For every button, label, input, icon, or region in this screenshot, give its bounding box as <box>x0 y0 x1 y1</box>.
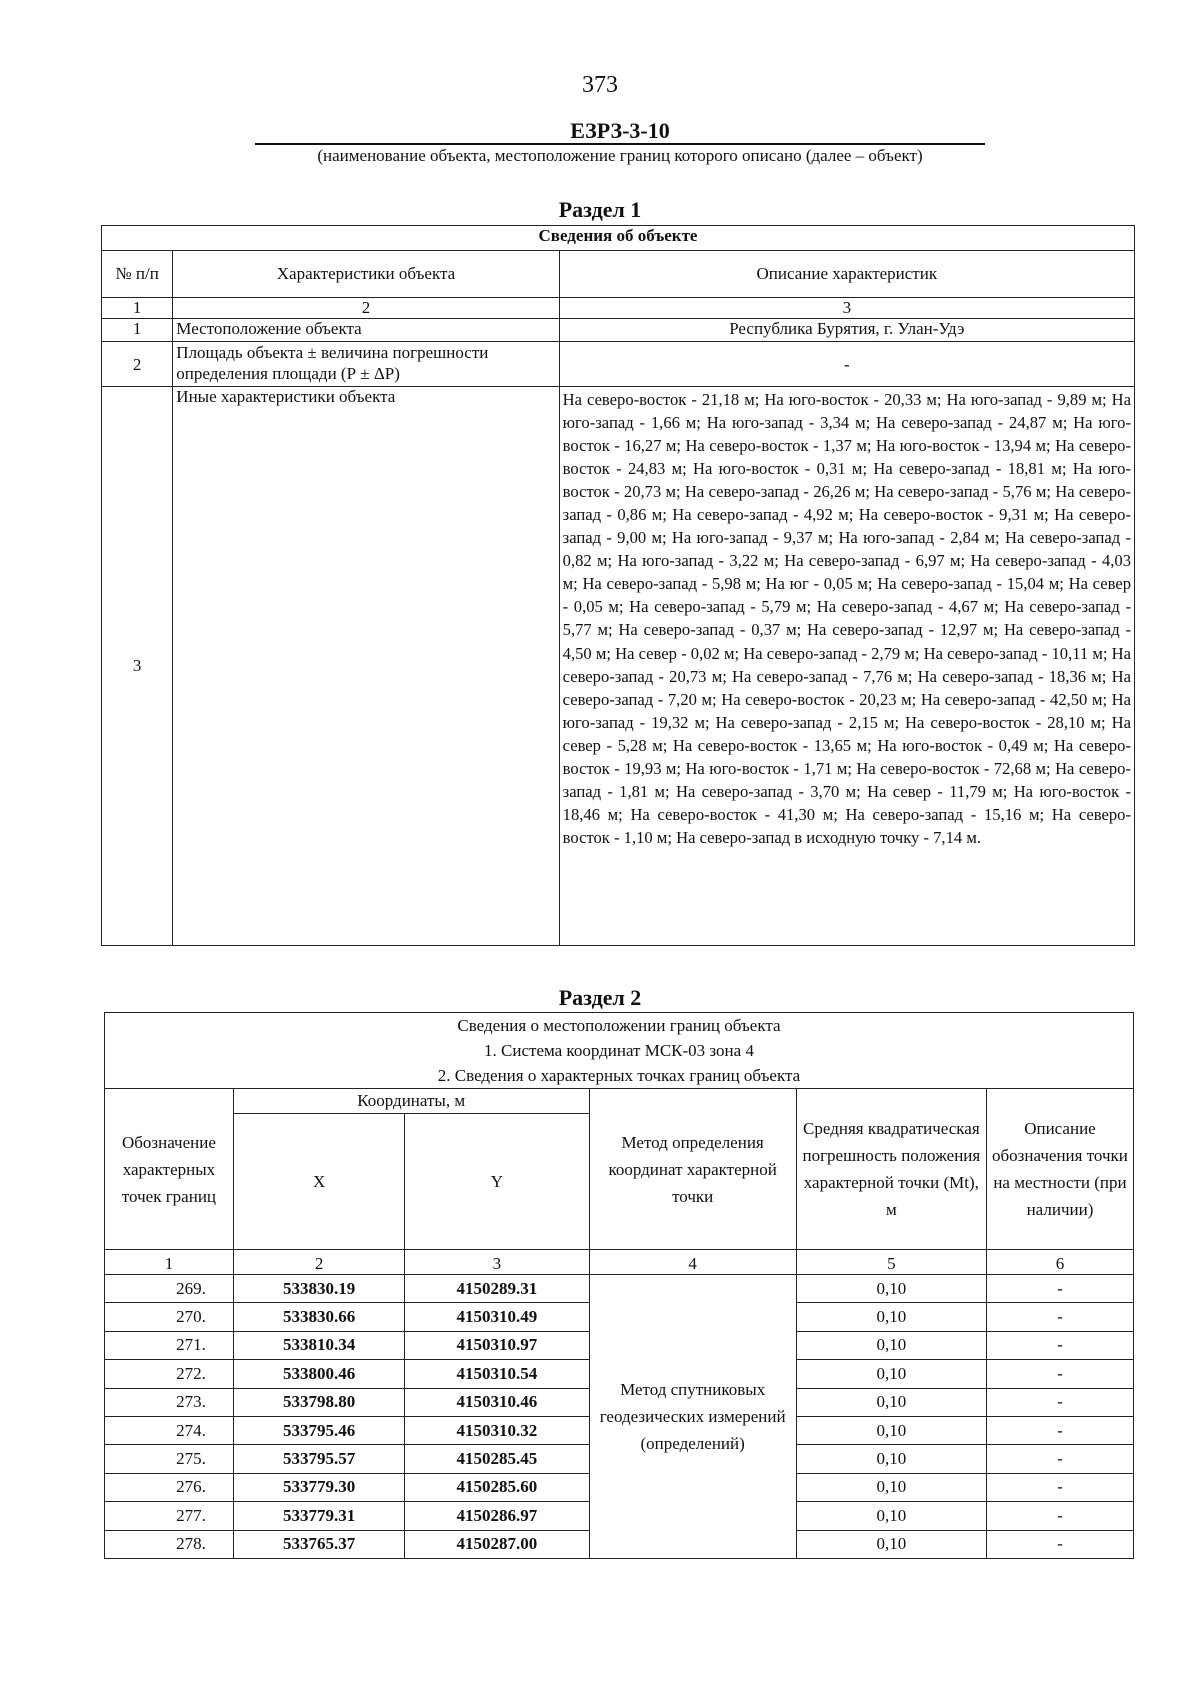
header-y: Y <box>405 1114 589 1250</box>
header-x: X <box>233 1114 404 1250</box>
column-number: 1 <box>105 1250 234 1275</box>
error-value: 0,10 <box>796 1331 986 1359</box>
row-number: 2 <box>102 342 173 387</box>
column-number: 5 <box>796 1250 986 1275</box>
coord-y: 4150289.31 <box>405 1275 589 1303</box>
point-id: 278. <box>105 1530 234 1558</box>
coord-y: 4150310.32 <box>405 1416 589 1444</box>
object-info-title: Сведения об объекте <box>102 226 1135 251</box>
coord-x: 533810.34 <box>233 1331 404 1359</box>
point-id: 270. <box>105 1303 234 1331</box>
error-value: 0,10 <box>796 1360 986 1388</box>
point-description: - <box>986 1530 1133 1558</box>
coord-x: 533795.46 <box>233 1416 404 1444</box>
error-value: 0,10 <box>796 1388 986 1416</box>
coord-y: 4150310.54 <box>405 1360 589 1388</box>
page-number: 373 <box>582 72 618 98</box>
point-description: - <box>986 1445 1133 1473</box>
header-method: Метод определения координат характерной точки <box>589 1089 796 1250</box>
point-id: 276. <box>105 1473 234 1501</box>
point-id: 274. <box>105 1416 234 1444</box>
coord-y: 4150286.97 <box>405 1502 589 1530</box>
method-text: Метод спутниковых геодезических измерений (определений) <box>599 1379 786 1453</box>
error-value: 0,10 <box>796 1416 986 1444</box>
method-cell <box>589 1275 796 1559</box>
point-id: 277. <box>105 1502 234 1530</box>
object-info-table <box>101 225 1135 946</box>
error-value: 0,10 <box>796 1445 986 1473</box>
coord-y: 4150285.60 <box>405 1473 589 1501</box>
table-row <box>102 319 1135 342</box>
characteristic-value: На северо-восток - 21,18 м; На юго-восток - 20,33 м; На юго-запад - 9,89 м; На юго-запад - 1,66 м; На юго-запад - 3,34 м; На северо-запад - 24,87 м; На юго-восток - 16,27 м; На северо-восток - 1,37 м; На юго-восток - 13,94 м; На северо-восток - 24,83 м; На юго-восток - 0,31 м; На северо-запад - 18,81 м; На юго-восток - 20,73 м; На северо-запад - 26,26 м; На северо-запад - 5,76 м; На северо-запад - 0,86 м; На северо-запад - 4,92 м; На северо-восток - 9,31 м; На северо-запад - 9,00 м; На юго-запад - 9,37 м; На юго-запад - 2,84 м; На северо-запад - 0,82 м; На юго-запад - 3,22 м; На северо-запад - 6,97 м; На северо-запад - 4,03 м; На северо-запад - 5,98 м; На юг - 0,05 м; На северо-запад - 15,04 м; На север - 0,05 м; На северо-запад - 5,79 м; На северо-запад - 4,67 м; На северо-запад - 5,77 м; На северо-запад - 0,37 м; На северо-запад - 12,97 м; На северо-запад - 4,50 м; На север - 0,02 м; На северо-запад - 2,79 м; На северо-запад - 10,11 м; На северо-запад - 20,73 м; На северо-запад - 7,76 м; На северо-запад - 18,36 м; На северо-запад - 7,20 м; На северо-восток - 20,23 м; На северо-запад - 42,50 м; На юго-запад - 19,32 м; На северо-запад - 2,15 м; На северо-восток - 28,10 м; На север - 5,28 м; На северо-восток - 13,65 м; На юго-восток - 0,49 м; На северо-восток - 19,93 м; На юго-восток - 1,71 м; На северо-восток - 72,68 м; На северо-запад - 1,81 м; На северо-запад - 3,70 м; На север - 11,79 м; На юго-восток - 18,46 м; На северо-восток - 41,30 м; На северо-запад - 15,16 м; На северо-восток - 1,10 м; На северо-запад в исходную точку - 7,14 м. <box>559 387 1134 946</box>
header-characteristic: Характеристики объекта <box>173 251 559 298</box>
header-number: № п/п <box>102 251 173 298</box>
characteristic-value: - <box>559 342 1134 387</box>
column-number: 6 <box>986 1250 1133 1275</box>
object-name-underline <box>255 143 985 145</box>
section-2-heading: Раздел 2 <box>558 985 642 1010</box>
coord-x: 533800.46 <box>233 1360 404 1388</box>
coord-y: 4150285.45 <box>405 1445 589 1473</box>
point-description: - <box>986 1331 1133 1359</box>
characteristic-name: Иные характеристики объекта <box>173 387 559 946</box>
characteristic-value: Республика Бурятия, г. Улан-Удэ <box>559 319 1134 342</box>
coord-x: 533795.57 <box>233 1445 404 1473</box>
column-number: 2 <box>233 1250 404 1275</box>
column-number: 3 <box>405 1250 589 1275</box>
info-line: 1. Система координат МСК-03 зона 4 <box>105 1038 1134 1063</box>
coord-x: 533830.19 <box>233 1275 404 1303</box>
header-coordinates: Координаты, м <box>233 1089 589 1114</box>
error-value: 0,10 <box>796 1530 986 1558</box>
column-number: 1 <box>102 298 173 319</box>
error-value: 0,10 <box>796 1275 986 1303</box>
point-id: 272. <box>105 1360 234 1388</box>
point-id: 271. <box>105 1331 234 1359</box>
point-id: 275. <box>105 1445 234 1473</box>
point-description: - <box>986 1275 1133 1303</box>
error-value: 0,10 <box>796 1303 986 1331</box>
object-caption: (наименование объекта, местоположение границ которого описано (далее – объект) <box>317 146 923 165</box>
point-description: - <box>986 1388 1133 1416</box>
boundary-points-table <box>104 1012 1134 1559</box>
point-description: - <box>986 1473 1133 1501</box>
row-number: 3 <box>102 387 173 946</box>
coord-y: 4150287.00 <box>405 1530 589 1558</box>
point-id: 273. <box>105 1388 234 1416</box>
coord-y: 4150310.97 <box>405 1331 589 1359</box>
coord-x: 533779.30 <box>233 1473 404 1501</box>
table-row <box>102 387 1135 946</box>
coord-y: 4150310.46 <box>405 1388 589 1416</box>
header-description: Описание характеристик <box>559 251 1134 298</box>
row-number: 1 <box>102 319 173 342</box>
column-number: 2 <box>173 298 559 319</box>
object-name: ЕЗРЗ-3-10 <box>570 118 670 143</box>
characteristic-name: Местоположение объекта <box>173 319 559 342</box>
point-description: - <box>986 1502 1133 1530</box>
column-number: 4 <box>589 1250 796 1275</box>
header-error: Средняя квадратическая погрешность положения характерной точки (Mt), м <box>796 1089 986 1250</box>
table-row <box>105 1275 1134 1303</box>
coord-x: 533830.66 <box>233 1303 404 1331</box>
info-line: 2. Сведения о характерных точках границ объекта <box>105 1063 1134 1089</box>
point-description: - <box>986 1303 1133 1331</box>
info-line: Сведения о местоположении границ объекта <box>105 1013 1134 1039</box>
point-description: - <box>986 1416 1133 1444</box>
table-row <box>102 342 1135 387</box>
coord-y: 4150310.49 <box>405 1303 589 1331</box>
coord-x: 533798.80 <box>233 1388 404 1416</box>
characteristic-name: Площадь объекта ± величина погрешности определения площади (Р ± ΔР) <box>173 342 559 387</box>
coord-x: 533779.31 <box>233 1502 404 1530</box>
point-description: - <box>986 1360 1133 1388</box>
error-value: 0,10 <box>796 1473 986 1501</box>
header-description: Описание обозначения точки на местности (при наличии) <box>986 1089 1133 1250</box>
error-value: 0,10 <box>796 1502 986 1530</box>
point-id: 269. <box>105 1275 234 1303</box>
section-1-heading: Раздел 1 <box>558 197 642 222</box>
column-number: 3 <box>559 298 1134 319</box>
coord-x: 533765.37 <box>233 1530 404 1558</box>
header-point: Обозначение характерных точек границ <box>105 1089 234 1250</box>
